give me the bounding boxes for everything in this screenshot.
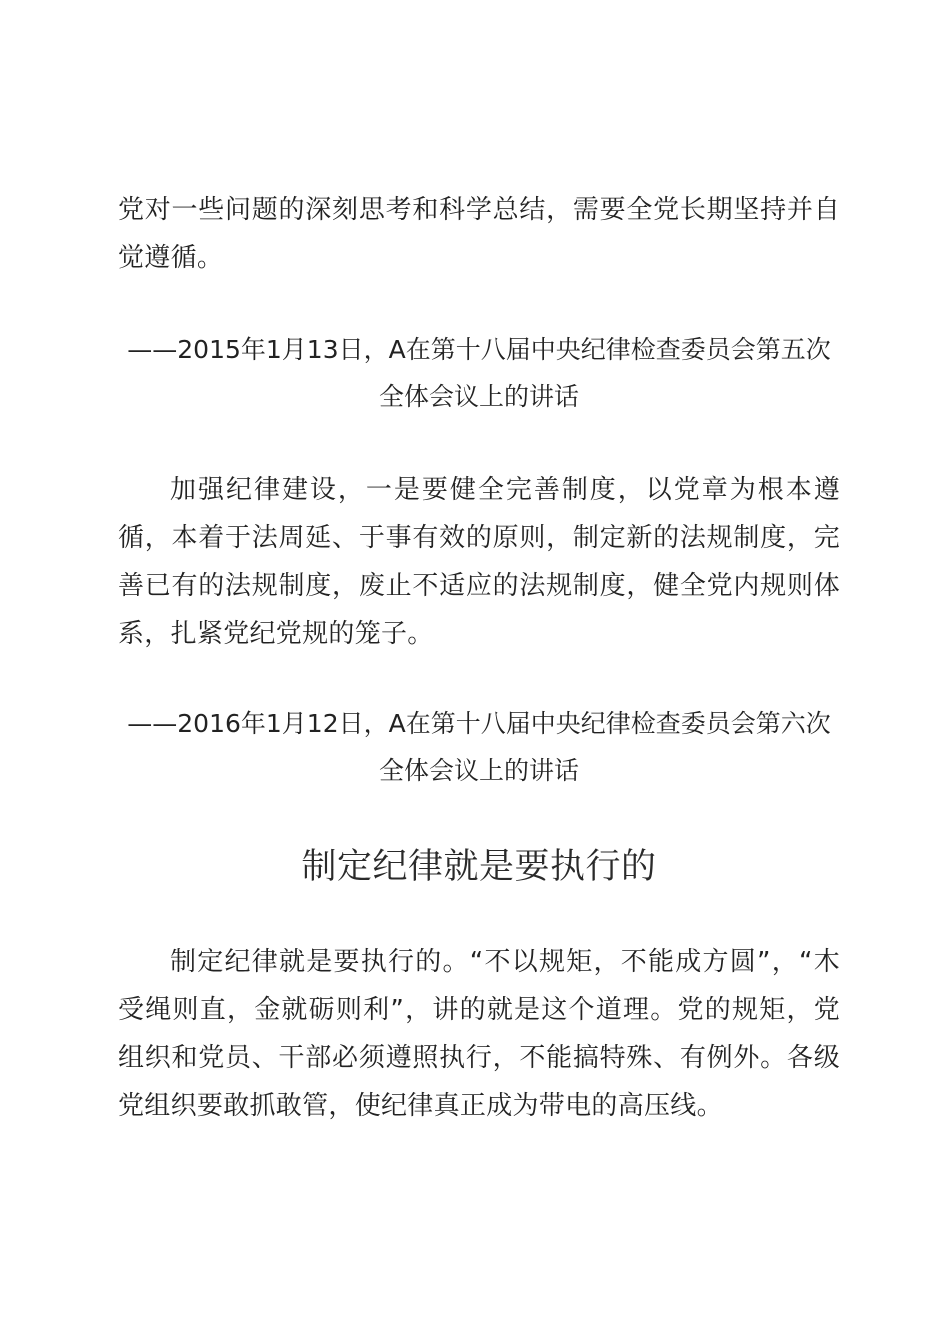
- paragraph-enforce-discipline: [118, 938, 840, 1130]
- citation-2016: [118, 700, 840, 794]
- paragraph-continuation: [118, 186, 840, 282]
- citation-text: ——2016年1月12日，A在第十八届中央纪律检查委员会第六次全体会议上的讲话: [127, 709, 831, 785]
- citation-2015: [118, 326, 840, 420]
- section-heading-container: [118, 842, 840, 892]
- section-heading: 制定纪律就是要执行的: [301, 847, 657, 887]
- paragraph-text: 加强纪律建设，一是要健全完善制度，以党章为根本遵循，本着于法周延、于事有效的原则，制定新的法规制度，完善已有的法规制度，废止不适应的法规制度，健全党内规则体系，扎紧党纪党规的笼子。: [118, 475, 840, 649]
- paragraph-text: 党对一些问题的深刻思考和科学总结，需要全党长期坚持并自觉遵循。: [118, 195, 840, 273]
- paragraph-text: 制定纪律就是要执行的。“不以规矩，不能成方圆”，“木受绳则直，金就砺则利”，讲的就是这个道理。党的规矩，党组织和党员、干部必须遵照执行，不能搞特殊、有例外。各级党组织要敢抓敢管，使纪律真正成为带电的高压线。: [118, 947, 840, 1121]
- paragraph-discipline-building: [118, 466, 840, 658]
- citation-text: ——2015年1月13日，A在第十八届中央纪律检查委员会第五次全体会议上的讲话: [127, 335, 831, 411]
